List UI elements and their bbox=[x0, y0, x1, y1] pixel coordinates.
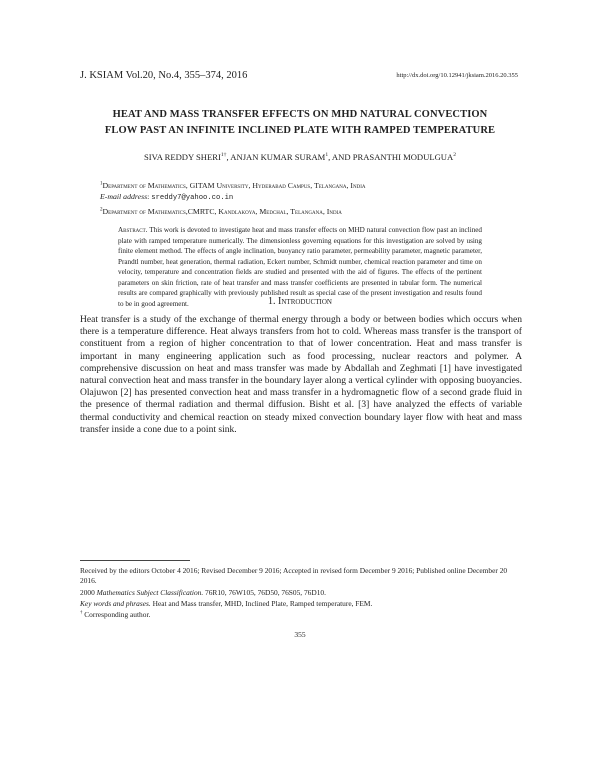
intro-paragraph: Heat transfer is a study of the exchange of thermal energy through a body or between bodies which occurs when there is a temperature difference. Heat always transfers from hot to cold. Whereas mass transfer is the transport of constituent from a region of higher concentration to that of lower concentration. Heat and mass transfer is important in many engineering application such as food processing, nuclear reactors and polymer. A comprehensive discussion on heat and mass transfer was made by Abdallah and Zeghmati [1] have investigated natural convection heat and mass transfer in the boundary layer along a vertical cylinder with opposing buoyancies. Olajuwon [2] has presented convection heat and mass transfer in a hydromagnetic flow of a second grade fluid in the presence of thermal radiation and thermal diffusion. Bisht et al. [3] have analyzed the effects of variable thermal conductivity and chemical reaction on steady mixed convection boundary layer flow with heat and mass transfer inside a cone due to a point sink. bbox=[80, 314, 522, 435]
email-line bbox=[100, 191, 520, 204]
section-heading: 1. Introduction bbox=[268, 296, 332, 307]
affiliation-2-num: 2 bbox=[100, 206, 103, 213]
footnote-keywords bbox=[80, 599, 522, 609]
abstract-text: This work is devoted to investigate heat and mass transfer effects on MHD natural convection flow past an inclined plate with ramped temperature numerically. The dimensionless governing equations for this investigation are solved by using finite element method. The effects of angle inclination, buoyancy ratio parameter, permeability parameter, magnetic parameter, Prandtl number, heat generation, thermal radiation, Eckert number, Schmidt number, chemical reaction parameter and time on velocity, temperature and concentration fields are studied and presented with the aid of figures. The effects of the pertinent parameters on skin friction, rate of heat transfer and mass transfer coefficients are presented in tabular form. The numerical results are compared graphically with previously published result as special case of the present investigation and results found to be in good agreement. bbox=[118, 226, 483, 308]
journal-citation: J. KSIAM Vol.20, No.4, 355–374, 2016 bbox=[80, 70, 248, 81]
keywords-label: Key words and phrases. bbox=[80, 599, 151, 608]
title-line-1: HEAT AND MASS TRANSFER EFFECTS ON MHD NATURAL CONVECTION bbox=[112, 109, 488, 120]
footnote-msc bbox=[80, 588, 522, 598]
msc-label: Mathematics Subject Classification. bbox=[96, 588, 204, 597]
keywords-text: Heat and Mass transfer, MHD, Inclined Plate, Ramped temperature, FEM. bbox=[150, 599, 373, 608]
footnote-corresponding bbox=[80, 610, 522, 620]
msc-codes: 76R10, 76W105, 76D50, 76S05, 76D10. bbox=[203, 588, 326, 597]
author-2: , ANJAN KUMAR SURAM bbox=[226, 152, 326, 162]
author-3: , AND PRASANTHI MODULGUA bbox=[328, 152, 454, 162]
page-number: 355 bbox=[294, 630, 306, 639]
footnote-received: Received by the editors October 4 2016; Revised December 9 2016; Accepted in revised form December 9 2016; Published online December 20 2016. bbox=[80, 566, 508, 586]
msc-prefix: 2000 bbox=[80, 588, 97, 597]
footnote-rule bbox=[80, 560, 190, 561]
author-list bbox=[60, 152, 540, 162]
email-label: E-mail address bbox=[100, 192, 148, 201]
affiliation-1-num: 1 bbox=[100, 180, 103, 187]
corresponding-mark: † bbox=[80, 610, 83, 616]
author-1: SIVA REDDY SHERI bbox=[143, 152, 221, 162]
author-1-mark: 1† bbox=[220, 152, 227, 159]
corresponding-text: Corresponding author. bbox=[82, 610, 151, 619]
title-line-2: FLOW PAST AN INFINITE INCLINED PLATE WITH RAMPED TEMPERATURE bbox=[104, 125, 496, 136]
affiliation-2 bbox=[100, 206, 520, 217]
abstract-label: Abstract. bbox=[118, 226, 148, 234]
author-2-mark: 1 bbox=[325, 152, 329, 159]
email-address[interactable]: sreddy7@yahoo.co.in bbox=[151, 194, 234, 202]
paper-title bbox=[60, 107, 540, 139]
affiliation-2-text: Department of Mathematics,CMRTC, Kandlakoya, Medchal, Telangana, India bbox=[102, 207, 342, 216]
author-3-mark: 2 bbox=[453, 152, 456, 159]
email-sep: : bbox=[147, 192, 150, 201]
affiliation-1 bbox=[100, 180, 520, 204]
doi-link[interactable]: http://dx.doi.org/10.12941/jksiam.2016.20.355 bbox=[396, 72, 518, 79]
affiliation-1-text: Department of Mathematics, GITAM University, Hyderabad Campus, Telangana, India bbox=[102, 181, 366, 190]
